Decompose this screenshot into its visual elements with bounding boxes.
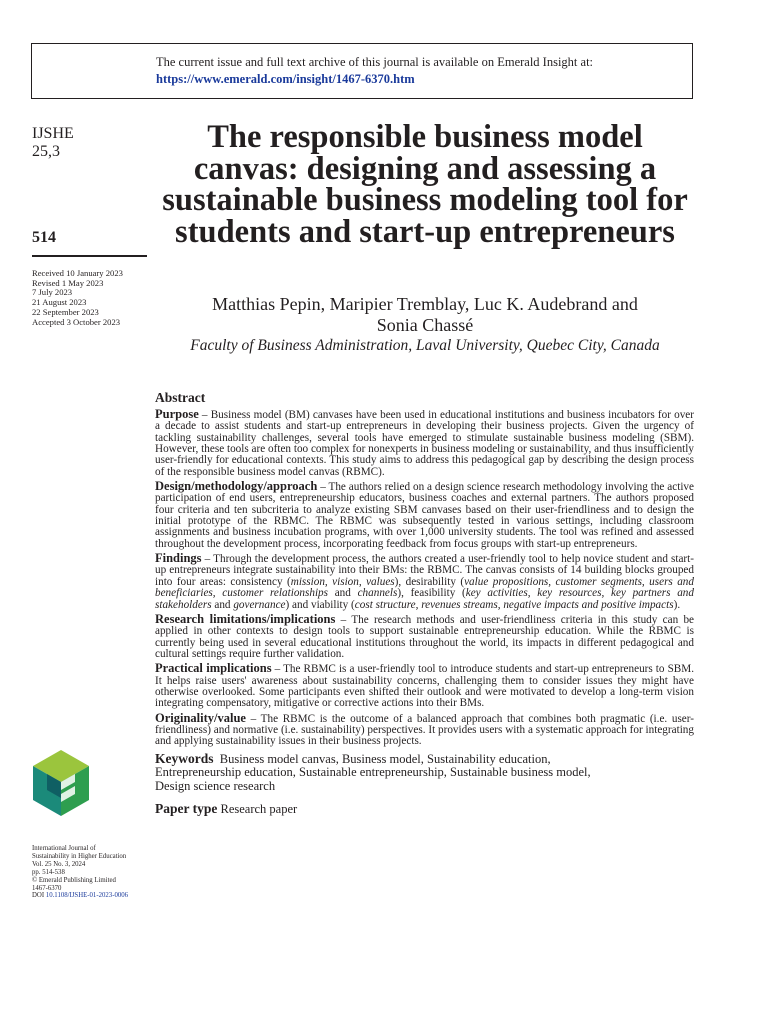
paper-type [155,801,694,817]
doi-line [32,892,128,900]
access-banner [31,43,693,99]
pubinfo-line: pp. 514-538 [32,868,65,876]
publication-info [32,845,128,900]
pubinfo-line: 1467-6370 [32,884,62,892]
originality-text: – The RBMC is the outcome of a balanced approach that combines both pragmatic (i.e. user-friendliness) and normative (i.e. sustainability) perspectives. It provides users with a systematic approach for integrating and applying sustainability issues in their business projects. [155,712,694,748]
purpose-text: – Business model (BM) canvases have been used in educational institutions and business incubators for over a decade to assist students and start-up entrepreneurs in developing their business projects. Given the urgency of tackling sustainability challenges, several tools have emerged to stimulate sustainable business modeling (SBM). However, these tools are often too complex for nonexperts in business modeling or sustainability, and thus insufficiently user-friendly for educational contexts. This study aims to address this pedagogical gap by describing the design process of the responsible business model canvas (RBMC). [155,409,694,478]
sidebar-divider [32,255,147,257]
abstract-purpose [155,409,694,478]
affiliation: Faculty of Business Administration, Laval University, Quebec City, Canada [190,337,660,354]
originality-label: Originality/value [155,710,246,725]
emerald-logo-icon [31,748,91,818]
findings-text: and [211,598,234,611]
pubinfo-line: Sustainability in Higher Education [32,852,127,860]
findings-label: Findings [155,551,202,566]
findings-term: mission, vision, values [290,575,395,588]
date-revised-4: 22 September 2023 [32,306,99,317]
article-title: The responsible business model canvas: designing and assessing a sustainable business modeling tool for students and start-up entrepreneurs [162,119,688,250]
practical-label: Practical implications [155,661,272,676]
date-received: Received 10 January 2023 [32,268,123,278]
abstract-limitations [155,611,695,660]
page-number: 514 [32,229,56,246]
history-dates [32,269,123,327]
findings-term: channels [357,587,398,600]
keywords-label: Keywords [155,750,214,766]
findings-term: key activities, key resources, key partners and stakeholders [155,587,694,611]
authors-line-1: Matthias Pepin, Maripier Tremblay, Luc K. Audebrand and [212,294,638,314]
abstract-heading: Abstract [155,390,206,405]
pubinfo-line: Vol. 25 No. 3, 2024 [32,860,86,868]
purpose-label: Purpose [155,407,199,421]
findings-text: – Through the development process, the authors created a user-friendly tool to help novice student and start-up entrepreneurs integrate sustainability into their BMs: the RBMC. The canvas consists of 14 building blocks grouped into four areas: consistency ( [155,553,694,588]
banner-text: The current issue and full text archive of this journal is available on Emerald Insight at: [156,55,594,69]
journal-sidebar [32,125,147,161]
date-revised-3: 21 August 2023 [32,297,87,308]
practical-text: – The RBMC is a user-friendly tool to introduce students and start-up entrepreneurs to SBM. It helps raise users' awareness about sustainability concerns, challenging them to consider issues they might have otherwise overlooked. Some participants even shifted their outlook and were motivated to develop a long-term vision integrating compensatory, mitigative or corrective actions into their BMs. [155,663,695,710]
abstract-originality [155,710,694,748]
design-label: Design/methodology/approach [155,479,318,494]
paper-type-label: Paper type [155,801,218,817]
findings-text: ) and viability ( [285,598,355,611]
limitations-label: Research limitations/implications [155,611,336,626]
limitations-text: – The research methods and user-friendliness criteria in this study can be applied in other contexts to design tools to support sustainable entrepreneurship education. While the RBMC is currently being used in several educational institutions throughout the world, its impacts in different pedagogical and cultural settings require further validation. [155,613,695,660]
paper-type-value: Research paper [220,802,298,817]
date-accepted: Accepted 3 October 2023 [32,316,121,327]
findings-text: ), desirability ( [394,575,465,588]
volume-issue: 25,3 [32,143,60,160]
pubinfo-line: International Journal of [32,845,96,852]
findings-term: cost structure, revenues streams, negative impacts and positive impacts [354,598,674,611]
keywords-line-3: Design science research [155,779,276,794]
abstract-findings [155,553,694,611]
authors-line-2: Sonia Chassé [376,315,474,335]
date-revised-1: Revised 1 May 2023 [32,277,104,288]
author-list [152,294,698,336]
pubinfo-line: © Emerald Publishing Limited [32,876,116,884]
doi-link[interactable]: 10.1108/IJSHE-01-2023-0006 [45,892,129,900]
findings-text: and [328,587,358,600]
doi-label: DOI [32,892,45,900]
keywords [155,752,694,794]
keywords-line-1: Business model canvas, Business model, Sustainability education, [219,751,551,766]
abstract-design [155,481,694,550]
abstract-section [155,390,694,817]
findings-term: value propositions, customer segments, users and beneficiaries, customer relationships [155,575,694,600]
date-revised-2: 7 July 2023 [32,287,73,298]
journal-abbrev: IJSHE [32,125,74,142]
findings-text: ). [673,598,681,611]
findings-text: ), feasibility ( [397,587,466,600]
findings-term: governance [233,598,286,611]
keywords-line-2: Entrepreneurship education, Sustainable entrepreneurship, Sustainable business model, [155,765,591,780]
design-text: – The authors relied on a design science research methodology involving the active participation of end users, entrepreneurship educators, business coaches and external partners. The authors proposed four criteria and ten subcriteria to analyze existing SBM canvases based on their user-friendliness and to design the initial prototype of the RBMC. The RBMC was subsequently tested in various settings, including classroom assignments and business incubation programs, with over 1,000 university students. The tool was refined and assessed throughout the development process, incorporating feedback from focus groups with start-up entrepreneurs. [155,481,694,550]
abstract-practical [155,663,694,709]
journal-archive-link[interactable]: https://www.emerald.com/insight/1467-6370.htm [156,72,415,86]
